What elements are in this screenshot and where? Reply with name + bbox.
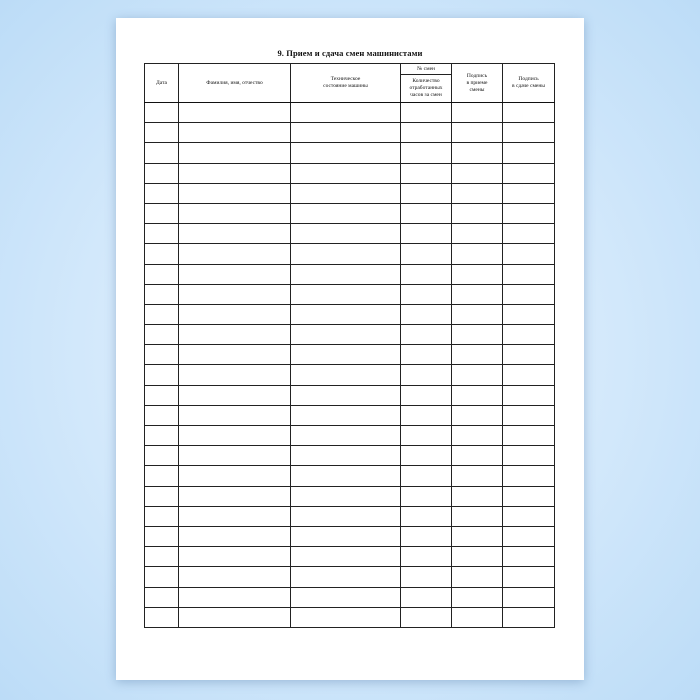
table-cell[interactable] (291, 224, 401, 244)
table-cell[interactable] (145, 567, 179, 587)
table-cell[interactable] (179, 103, 291, 123)
table-cell[interactable] (145, 385, 179, 405)
table-cell[interactable] (179, 426, 291, 446)
table-cell[interactable] (291, 466, 401, 486)
table-cell[interactable] (179, 567, 291, 587)
column-header-sign-receive: Подпись в приеме смены (452, 64, 503, 103)
table-row (145, 567, 555, 587)
table-row (145, 103, 555, 123)
table-row (145, 264, 555, 284)
table-cell[interactable] (179, 304, 291, 324)
table-cell[interactable] (145, 547, 179, 567)
table-cell[interactable] (503, 203, 555, 223)
table-cell[interactable] (179, 526, 291, 546)
table-row (145, 203, 555, 223)
table-cell[interactable] (452, 203, 503, 223)
table-row (145, 365, 555, 385)
table-cell[interactable] (452, 304, 503, 324)
table-cell[interactable] (503, 264, 555, 284)
table-cell[interactable] (291, 264, 401, 284)
table-cell[interactable] (291, 123, 401, 143)
table-cell[interactable] (145, 325, 179, 345)
table-cell[interactable] (503, 284, 555, 304)
table-cell[interactable] (452, 183, 503, 203)
table-cell[interactable] (145, 244, 179, 264)
table-cell[interactable] (179, 385, 291, 405)
table-cell[interactable] (179, 506, 291, 526)
table-cell[interactable] (401, 284, 452, 304)
table-cell[interactable] (452, 466, 503, 486)
table-cell[interactable] (179, 143, 291, 163)
table-cell[interactable] (145, 264, 179, 284)
table-cell[interactable] (452, 224, 503, 244)
table-cell[interactable] (503, 405, 555, 425)
table-cell[interactable] (401, 526, 452, 546)
table-cell[interactable] (452, 163, 503, 183)
table-cell[interactable] (179, 547, 291, 567)
table-cell[interactable] (179, 244, 291, 264)
table-cell[interactable] (145, 466, 179, 486)
table-cell[interactable] (503, 446, 555, 466)
table-row (145, 426, 555, 446)
table-cell[interactable] (179, 587, 291, 607)
table-row (145, 244, 555, 264)
table-row (145, 304, 555, 324)
table-cell[interactable] (401, 466, 452, 486)
table-cell[interactable] (452, 547, 503, 567)
table-row (145, 123, 555, 143)
table-cell[interactable] (145, 426, 179, 446)
table-cell[interactable] (291, 304, 401, 324)
table-cell[interactable] (503, 244, 555, 264)
table-cell[interactable] (503, 385, 555, 405)
table-cell[interactable] (401, 365, 452, 385)
table-cell[interactable] (145, 123, 179, 143)
table-cell[interactable] (503, 224, 555, 244)
table-cell[interactable] (179, 466, 291, 486)
table-body (145, 103, 555, 628)
table-cell[interactable] (145, 183, 179, 203)
table-row (145, 325, 555, 345)
table-row (145, 607, 555, 627)
table-cell[interactable] (291, 284, 401, 304)
table-cell[interactable] (503, 506, 555, 526)
table-cell[interactable] (401, 203, 452, 223)
table-row (145, 345, 555, 365)
table-row (145, 547, 555, 567)
table-cell[interactable] (401, 163, 452, 183)
table-cell[interactable] (179, 183, 291, 203)
table-cell[interactable] (503, 587, 555, 607)
table-cell[interactable] (503, 163, 555, 183)
table-cell[interactable] (291, 365, 401, 385)
table-cell[interactable] (179, 264, 291, 284)
table-cell[interactable] (401, 183, 452, 203)
table-cell[interactable] (503, 325, 555, 345)
table-cell[interactable] (291, 183, 401, 203)
table-cell[interactable] (452, 446, 503, 466)
table-cell[interactable] (291, 345, 401, 365)
table-row (145, 587, 555, 607)
table-cell[interactable] (503, 567, 555, 587)
table-cell[interactable] (291, 567, 401, 587)
table-cell[interactable] (401, 304, 452, 324)
table-cell[interactable] (145, 526, 179, 546)
table-row (145, 163, 555, 183)
table-row (145, 385, 555, 405)
table-cell[interactable] (452, 567, 503, 587)
table-cell[interactable] (291, 506, 401, 526)
table-cell[interactable] (503, 466, 555, 486)
shift-handover-table (144, 63, 555, 628)
table-cell[interactable] (291, 607, 401, 627)
table-cell[interactable] (145, 163, 179, 183)
table-cell[interactable] (452, 506, 503, 526)
table-cell[interactable] (503, 143, 555, 163)
page-title: 9. Прием и сдача смен машинистами (277, 48, 423, 58)
table-cell[interactable] (503, 103, 555, 123)
table-cell[interactable] (452, 385, 503, 405)
table-cell[interactable] (452, 587, 503, 607)
column-header-sign-handover: Подпись в сдаче смены (503, 64, 555, 103)
table-cell[interactable] (452, 365, 503, 385)
table-cell[interactable] (401, 567, 452, 587)
table-row (145, 143, 555, 163)
table-cell[interactable] (291, 587, 401, 607)
table-cell[interactable] (179, 345, 291, 365)
table-cell[interactable] (291, 426, 401, 446)
table-cell[interactable] (291, 244, 401, 264)
table-cell[interactable] (452, 526, 503, 546)
table-cell[interactable] (291, 385, 401, 405)
table-row (145, 284, 555, 304)
table-cell[interactable] (179, 163, 291, 183)
table-cell[interactable] (401, 547, 452, 567)
table-cell[interactable] (401, 446, 452, 466)
table-cell[interactable] (503, 426, 555, 446)
table-cell[interactable] (401, 486, 452, 506)
table-row (145, 466, 555, 486)
table-cell[interactable] (401, 587, 452, 607)
table-cell[interactable] (452, 264, 503, 284)
table-cell[interactable] (401, 385, 452, 405)
table-cell[interactable] (503, 183, 555, 203)
table-cell[interactable] (503, 526, 555, 546)
table-row (145, 486, 555, 506)
table-cell[interactable] (179, 365, 291, 385)
table-cell[interactable] (401, 345, 452, 365)
table-cell[interactable] (401, 426, 452, 446)
table-cell[interactable] (145, 284, 179, 304)
table-cell[interactable] (452, 103, 503, 123)
document-page (116, 18, 584, 680)
table-cell[interactable] (145, 506, 179, 526)
table-row (145, 446, 555, 466)
table-cell[interactable] (503, 123, 555, 143)
table-cell[interactable] (291, 203, 401, 223)
table-cell[interactable] (145, 143, 179, 163)
table-cell[interactable] (503, 345, 555, 365)
table-row (145, 183, 555, 203)
table-cell[interactable] (401, 506, 452, 526)
table-cell[interactable] (179, 446, 291, 466)
table-cell[interactable] (401, 325, 452, 345)
column-header-name: Фамилия, имя, отчество (179, 64, 291, 103)
table-cell[interactable] (291, 103, 401, 123)
table-cell[interactable] (401, 607, 452, 627)
column-header-condition: Техническое состояние машины (291, 64, 401, 103)
table-cell[interactable] (145, 304, 179, 324)
table-cell[interactable] (145, 607, 179, 627)
column-header-date: Дата (145, 64, 179, 103)
table-cell[interactable] (179, 123, 291, 143)
table-cell[interactable] (291, 163, 401, 183)
table-row (145, 405, 555, 425)
table-cell[interactable] (291, 143, 401, 163)
table-cell[interactable] (145, 345, 179, 365)
table-cell[interactable] (291, 325, 401, 345)
table-row (145, 506, 555, 526)
table-cell[interactable] (145, 203, 179, 223)
table-cell[interactable] (291, 486, 401, 506)
table-cell[interactable] (452, 123, 503, 143)
table-cell[interactable] (452, 607, 503, 627)
table-cell[interactable] (401, 264, 452, 284)
table-cell[interactable] (145, 224, 179, 244)
table-row (145, 224, 555, 244)
table-cell[interactable] (452, 405, 503, 425)
table-cell[interactable] (503, 547, 555, 567)
table-cell[interactable] (401, 123, 452, 143)
table-cell[interactable] (145, 486, 179, 506)
table-cell[interactable] (145, 446, 179, 466)
table-cell[interactable] (452, 486, 503, 506)
table-cell[interactable] (401, 405, 452, 425)
table-cell[interactable] (179, 607, 291, 627)
table-cell[interactable] (401, 103, 452, 123)
table-cell[interactable] (291, 405, 401, 425)
table-cell[interactable] (452, 143, 503, 163)
column-header-shift-number: № смен (401, 64, 452, 75)
table-cell[interactable] (452, 244, 503, 264)
table-cell[interactable] (179, 325, 291, 345)
table-cell[interactable] (145, 365, 179, 385)
table-cell[interactable] (145, 405, 179, 425)
table-cell[interactable] (145, 103, 179, 123)
table-cell[interactable] (503, 486, 555, 506)
table-cell[interactable] (145, 587, 179, 607)
table-row (145, 526, 555, 546)
table-cell[interactable] (291, 547, 401, 567)
table-cell[interactable] (179, 405, 291, 425)
table-cell[interactable] (503, 304, 555, 324)
table-cell[interactable] (179, 486, 291, 506)
table-cell[interactable] (401, 143, 452, 163)
table-cell[interactable] (452, 284, 503, 304)
table-cell[interactable] (452, 426, 503, 446)
table-cell[interactable] (452, 325, 503, 345)
table-cell[interactable] (179, 203, 291, 223)
table-cell[interactable] (179, 224, 291, 244)
column-header-hours: Количество отработанных часов за смен (401, 75, 452, 103)
table-cell[interactable] (291, 446, 401, 466)
table-cell[interactable] (452, 345, 503, 365)
table-cell[interactable] (503, 607, 555, 627)
table-cell[interactable] (401, 224, 452, 244)
table-cell[interactable] (401, 244, 452, 264)
table-cell[interactable] (503, 365, 555, 385)
table-cell[interactable] (179, 284, 291, 304)
table-cell[interactable] (291, 526, 401, 546)
